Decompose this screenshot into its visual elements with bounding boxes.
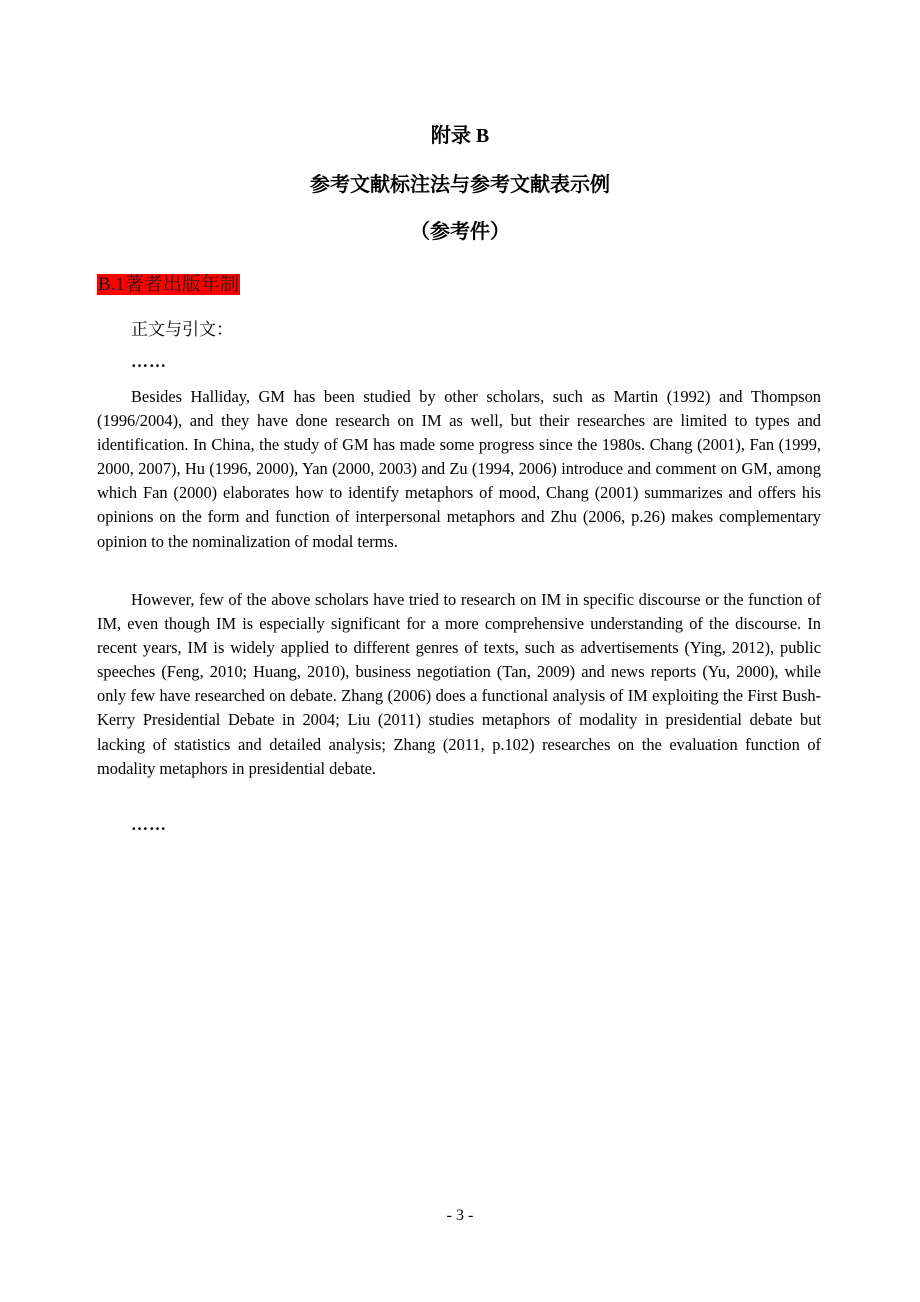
body-paragraph-1: Besides Halliday, GM has been studied by other scholars, such as Martin (1992) and Thompson (1996/2004), and they have done research on IM as well, but their researches are limited to types and identification. In China, the study of GM has made some progress since the 1980s. Chang (2001), Fan (1999, 2000, 2007), Hu (1996, 2000), Yan (2000, 2003) and Zu (1994, 2006) introduce and comment on GM, among which Fan (2000) elaborates how to identify metaphors of mood, Chang (2001) summarizes and offers his opinions on the form and function of interpersonal metaphors and Zhu (2006, p.26) makes complementary opinion to the nominalization of modal terms. — [97, 387, 821, 551]
body-paragraph-2: However, few of the above scholars have tried to research on IM in specific discourse or the function of IM, even though IM is especially significant for a more comprehensive understanding of the discourse. In recent years, IM is widely applied to different genres of texts, such as advertisements (Ying, 2012), public speeches (Feng, 2010; Huang, 2010), business negotiation (Tan, 2009) and news reports (Yu, 2000), while only few have researched on debate. Zhang (2006) does a functional analysis of IM exploiting the First Bush-Kerry Presidential Debate in 2004; Liu (2011) studies metaphors of modality in presidential debate but lacking of statistics and detailed analysis; Zhang (2011, p.102) researches on the evaluation function of modality metaphors in presidential debate. — [97, 590, 821, 778]
section-heading-text: B.1著者出版年制 — [98, 274, 239, 295]
appendix-label: 附录 B — [430, 125, 490, 147]
page-number: - 3 - — [446, 1207, 474, 1224]
appendix-title: 参考文献标注法与参考文献表示例 — [310, 174, 610, 196]
ellipsis-bottom: …… — [131, 815, 167, 834]
intro-label: 正文与引文： — [131, 320, 233, 339]
ellipsis-top: …… — [131, 352, 167, 371]
appendix-note: （参考件） — [410, 221, 510, 243]
section-heading — [97, 271, 242, 299]
